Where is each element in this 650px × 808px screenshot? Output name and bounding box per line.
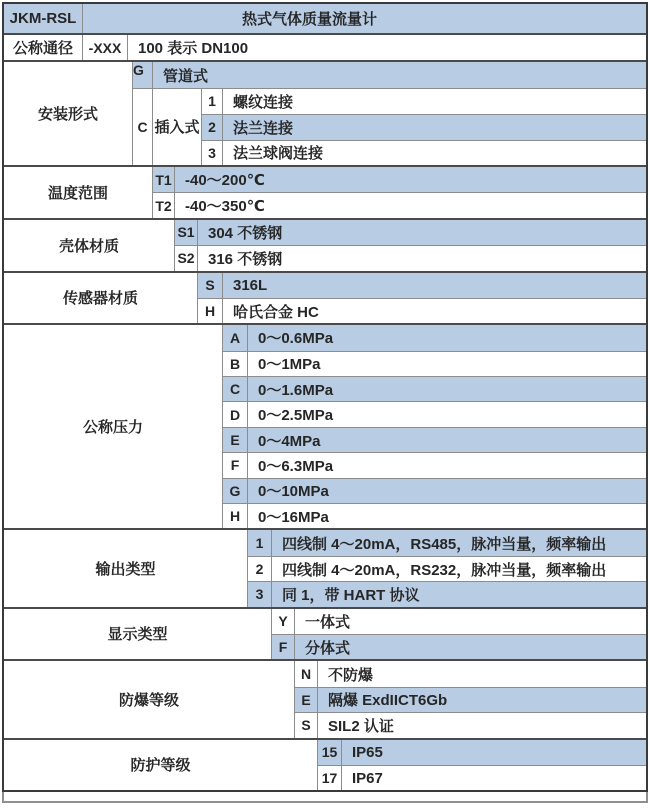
- option-row: [295, 661, 646, 686]
- option-code: S1: [175, 220, 198, 245]
- option-value: 0～0.6MPa: [258, 330, 334, 348]
- option-row: [153, 192, 646, 217]
- option-row: [318, 740, 646, 765]
- option-row: [248, 581, 646, 606]
- option-code: C: [133, 89, 153, 165]
- option-value: 316L: [233, 276, 268, 294]
- section-label: 温度范围: [4, 167, 153, 218]
- option-value: 四线制 4～20mA，RS232，脉冲当量，频率输出: [282, 561, 607, 579]
- option-value: 隔爆 ExdIICT6Gb: [328, 692, 448, 710]
- section-output-type: [4, 528, 646, 606]
- option-row: [295, 712, 646, 737]
- option-value: 一体式: [305, 613, 351, 631]
- option-row: [175, 220, 646, 245]
- option-code: F: [223, 453, 248, 477]
- option-value: 316 不锈钢: [208, 250, 283, 268]
- option-code: C: [223, 377, 248, 401]
- option-value: 不防爆: [328, 666, 374, 684]
- section-label: 公称通径: [4, 35, 83, 60]
- section-label: 防护等级: [4, 740, 318, 791]
- option-code: 2: [202, 115, 223, 139]
- section-label: 传感器材质: [4, 273, 198, 324]
- option-code: 3: [248, 582, 272, 606]
- option-row: [83, 35, 646, 60]
- option-row: [223, 503, 646, 528]
- product-title-cell: 热式气体质量流量计: [241, 11, 377, 28]
- option-value: 螺纹连接: [233, 93, 294, 111]
- option-value: 0～2.5MPa: [258, 407, 334, 425]
- section-display-type: [4, 607, 646, 660]
- option-value: 0～4MPa: [258, 432, 321, 450]
- option-value: 分体式: [305, 639, 351, 657]
- model-code-cell: JKM-RSL: [4, 4, 83, 33]
- spec-selection-table: [2, 2, 648, 792]
- option-value: 法兰连接: [233, 119, 294, 137]
- option-row: [248, 556, 646, 581]
- option-row: [223, 351, 646, 376]
- option-value: 0～10MPa: [258, 483, 329, 501]
- option-code: G: [223, 479, 248, 503]
- option-row: [202, 114, 646, 139]
- option-row: [223, 452, 646, 477]
- option-value: 同 1，带 HART 协议: [282, 586, 420, 604]
- section-label: 输出类型: [4, 530, 248, 606]
- option-code: B: [223, 352, 248, 376]
- option-value: SIL2 认证: [328, 717, 394, 735]
- option-value: 0～1MPa: [258, 356, 321, 374]
- section-sensor-material: [4, 271, 646, 324]
- option-code: 1: [248, 530, 272, 555]
- option-code: 1: [202, 89, 223, 114]
- option-code: 17: [318, 766, 342, 790]
- option-row: [223, 478, 646, 503]
- section-nominal-diameter: [4, 33, 646, 60]
- option-code: H: [223, 504, 248, 528]
- option-row: [202, 140, 646, 165]
- option-row: [248, 530, 646, 555]
- section-label: 壳体材质: [4, 220, 175, 271]
- section-explosion-proof-grade: [4, 659, 646, 737]
- option-value: 管道式: [163, 67, 209, 85]
- model-header-row: [4, 4, 646, 33]
- option-row: [175, 245, 646, 270]
- option-row: [295, 687, 646, 712]
- option-row: [223, 325, 646, 350]
- option-code: S2: [175, 246, 198, 270]
- option-value: 0～6.3MPa: [258, 457, 334, 475]
- section-label: 公称压力: [4, 325, 223, 528]
- section-protection-grade: [4, 738, 646, 791]
- section-label: 显示类型: [4, 609, 272, 660]
- section-nominal-pressure: [4, 323, 646, 528]
- option-code: T1: [153, 167, 175, 192]
- option-value: 100 表示 DN100: [138, 40, 249, 58]
- section-installation-type: [4, 60, 646, 165]
- option-row: [318, 765, 646, 790]
- option-value: -40～350℃: [185, 198, 265, 216]
- option-code: -XXX: [83, 35, 128, 60]
- section-shell-material: [4, 218, 646, 271]
- option-row: [153, 167, 646, 192]
- option-value: 哈氏合金 HC: [233, 303, 319, 321]
- option-code: S: [295, 713, 318, 737]
- option-row: [223, 376, 646, 401]
- option-code: 2: [248, 557, 272, 581]
- option-code: Y: [272, 609, 295, 634]
- section-label: 防爆等级: [4, 661, 295, 737]
- option-row: [133, 62, 646, 87]
- option-code: G: [133, 62, 153, 87]
- option-row: [272, 634, 646, 659]
- option-code: S: [198, 273, 223, 298]
- option-value: 四线制 4～20mA，RS485，脉冲当量，频率输出: [282, 535, 607, 553]
- option-row: [223, 427, 646, 452]
- option-value: 法兰球阀连接: [233, 145, 324, 163]
- option-value: IP67: [352, 769, 383, 787]
- option-code: F: [272, 635, 295, 659]
- option-value: 0～1.6MPa: [258, 381, 334, 399]
- option-row: [202, 89, 646, 114]
- option-value: 0～16MPa: [258, 508, 329, 526]
- option-value: 304 不锈钢: [208, 224, 283, 242]
- option-code: 15: [318, 740, 342, 765]
- option-code: E: [295, 688, 318, 712]
- option-row: [272, 609, 646, 634]
- option-code: A: [223, 325, 248, 350]
- option-code: E: [223, 428, 248, 452]
- insertion-name-cell: 插入式: [153, 89, 202, 165]
- option-value: IP65: [352, 743, 383, 761]
- option-row: [198, 273, 646, 298]
- option-code: H: [198, 299, 223, 323]
- option-value: -40～200℃: [185, 172, 265, 190]
- option-row: [198, 298, 646, 323]
- option-code: N: [295, 661, 318, 686]
- option-code: 3: [202, 141, 223, 165]
- section-temperature-range: [4, 165, 646, 218]
- option-row: [223, 401, 646, 426]
- insertion-subgroup: [133, 88, 646, 165]
- option-code: D: [223, 402, 248, 426]
- option-code: T2: [153, 193, 175, 217]
- section-label: 安装形式: [4, 62, 133, 165]
